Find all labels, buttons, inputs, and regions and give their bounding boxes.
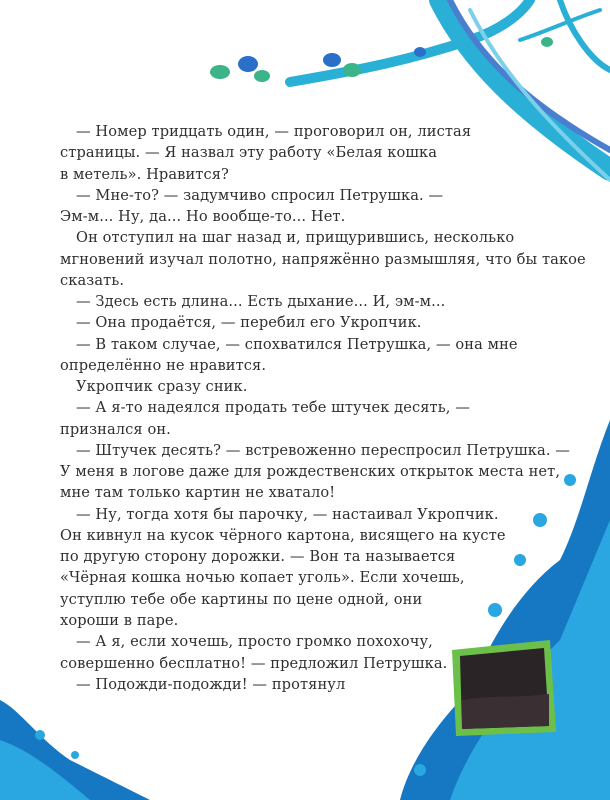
text-line: — Мне-то? — задумчиво спросил Петрушка. — [76,186,444,204]
text-line: — А я-то надеялся продать тебе штучек десять, — [76,399,470,417]
text-line: — Штучек десять? — встревоженно переспросил Петрушка. — [76,441,570,459]
text-line: — В таком случае, — спохватился Петрушка, — она мне [76,335,518,353]
text-line: Эм-м... Ну, да... Но вообще-то... Нет. [60,208,346,226]
text-line: У меня в логове даже для рождественских открыток места нет, [60,463,561,481]
text-line: признался он. [60,420,171,438]
text-line: мне там только картин не хватало! [60,484,336,502]
text-line: — Она продаётся, — перебил его Укропчик. [76,314,422,332]
text-line: — Подожди-подожди! — протянул [76,675,346,693]
text-line: уступлю тебе обе картины по цене одной, они [60,590,423,608]
text-line: в метель». Нравится? [60,165,229,183]
bush-left [0,700,150,800]
text-line: по другую сторону дорожки. — Вон та называется [60,548,456,566]
text-line: — Ну, тогда хотя бы парочку, — настаивал Укропчик. [76,505,499,523]
text-line: «Чёрная кошка ночью копает уголь». Если хочешь, [60,569,465,587]
text-line: определённо не нравится. [60,356,267,374]
black-cardboard-painting [452,640,556,736]
text-line: совершенно бесплатно! — предложил Петрушка. [60,654,448,672]
text-line: — А я, если хочешь, просто громко похохочу, [76,633,433,651]
text-line: мгновений изучал полотно, напряжённо размышляя, что бы такое [60,250,586,268]
text-line: сказать. [60,271,125,289]
text-line: страницы. — Я назвал эту работу «Белая кошка [60,144,438,162]
text-line: Укропчик сразу сник. [76,378,248,396]
text-line: Он кивнул на кусок чёрного картона, висящего на кусте [60,526,506,544]
text-line: хороши в паре. [60,611,179,629]
text-line: — Здесь есть длина... Есть дыхание... И, эм-м... [76,293,446,311]
text-line: Он отступил на шаг назад и, прищурившись, несколько [76,229,515,247]
text-line: — Номер тридцать один, — проговорил он, листая [76,123,472,140]
